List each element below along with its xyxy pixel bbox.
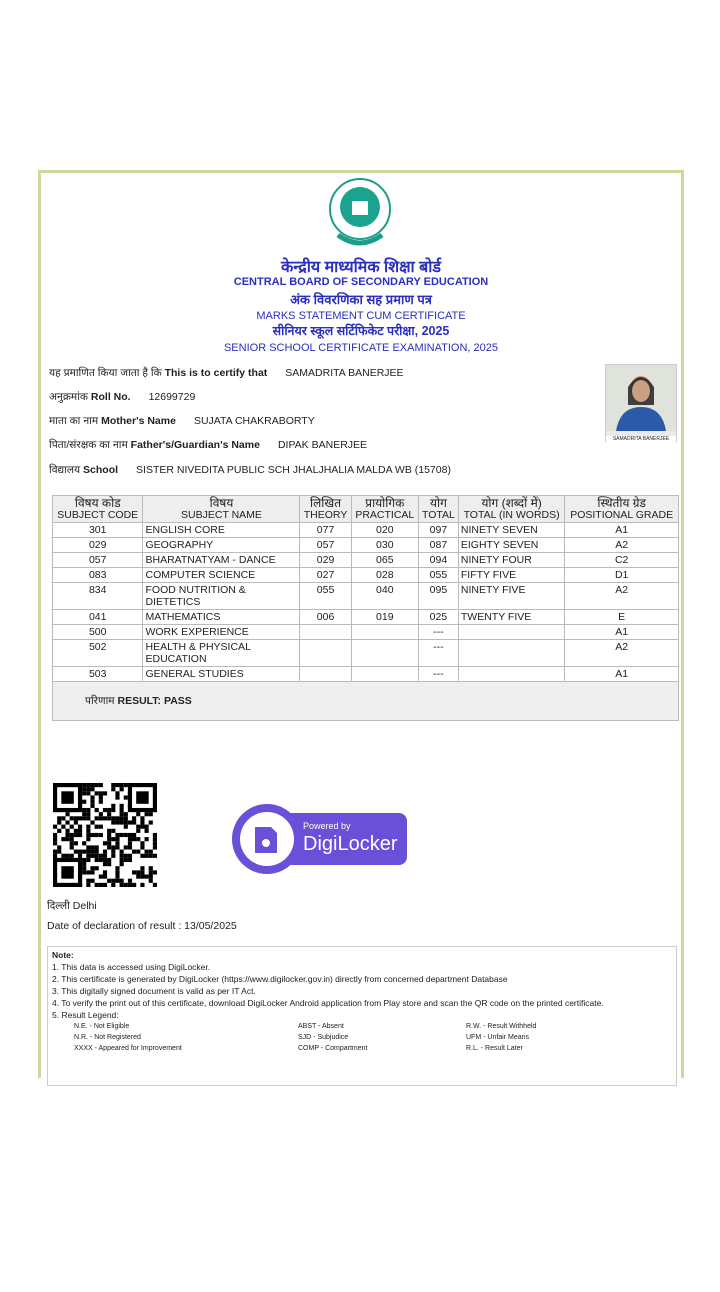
table-cell: 095 — [418, 583, 458, 610]
note-item: 4. To verify the print out of this certificate, download DigiLocker Android application from Play store and scan the QR code on the printed certificate. — [52, 998, 604, 1008]
header-en: SUBJECT CODE — [57, 509, 139, 521]
legend-item: R.L. - Result Later — [466, 1045, 523, 1052]
table-cell: TWENTY FIVE — [458, 610, 564, 625]
header-hi: विषय कोड — [74, 496, 121, 510]
table-cell: NINETY FIVE — [458, 583, 564, 610]
legend-item: ABST - Absent — [298, 1023, 344, 1030]
table-cell: A1 — [565, 667, 679, 682]
column-header — [143, 496, 300, 523]
note-item: 3. This digitally signed document is valid as per IT Act. — [52, 986, 256, 996]
table-cell: EIGHTY SEVEN — [458, 538, 564, 553]
cbse-emblem-logo — [328, 177, 392, 249]
label-hi: विद्यालय — [49, 464, 81, 476]
table-cell: 040 — [351, 583, 418, 610]
legend-item: XXXX - Appeared for Improvement — [74, 1045, 182, 1052]
declaration-date: Date of declaration of result : 13/05/2025 — [47, 920, 237, 932]
label-hi: पिता/संरक्षक का नाम — [49, 439, 128, 451]
result-legend — [52, 1021, 672, 1054]
table-cell: NINETY SEVEN — [458, 523, 564, 538]
result-value: RESULT: PASS — [117, 695, 192, 707]
table-cell: 083 — [53, 568, 143, 583]
father-line — [49, 438, 367, 452]
table-cell: 057 — [300, 538, 351, 553]
table-cell: A2 — [565, 640, 679, 667]
roll-line — [49, 390, 195, 404]
table-cell: 065 — [351, 553, 418, 568]
result — [53, 682, 679, 721]
table-cell: A1 — [565, 625, 679, 640]
result-row — [53, 682, 679, 721]
table-cell: 301 — [53, 523, 143, 538]
digilocker-brand: DigiLocker — [303, 833, 398, 855]
table-cell: 094 — [418, 553, 458, 568]
label-hi: यह प्रमाणित किया जाता है कि — [49, 367, 162, 379]
place-en: Delhi — [72, 900, 97, 912]
table-cell: 502 — [53, 640, 143, 667]
table-cell: 087 — [418, 538, 458, 553]
header-hi: लिखित — [310, 496, 342, 510]
column-header — [418, 496, 458, 523]
label-en: School — [83, 464, 119, 476]
table-cell: 029 — [53, 538, 143, 553]
table-cell: 077 — [300, 523, 351, 538]
header-en: TOTAL (IN WORDS) — [463, 509, 560, 521]
student-photo — [605, 364, 677, 442]
label-en: Mother's Name — [101, 415, 176, 427]
table-cell: BHARATNATYAM - DANCE — [143, 553, 300, 568]
header-en: POSITIONAL GRADE — [570, 509, 674, 521]
table-cell: --- — [418, 640, 458, 667]
table-cell: 030 — [351, 538, 418, 553]
certify-line — [49, 366, 404, 380]
table-cell: FIFTY FIVE — [458, 568, 564, 583]
table-row — [53, 610, 679, 625]
person-photo-icon — [606, 365, 676, 431]
table-cell: FOOD NUTRITION & DIETETICS — [143, 583, 300, 610]
table-cell: 041 — [53, 610, 143, 625]
note-item: 2. This certificate is generated by DigiLocker (https://www.digilocker.gov.in) directly from concerned department Database — [52, 974, 508, 984]
table-cell: C2 — [565, 553, 679, 568]
table-cell — [458, 667, 564, 682]
legend-item: N.E. - Not Eligible — [74, 1023, 130, 1030]
exam-title: SENIOR SCHOOL CERTIFICATE EXAMINATION, 2025 — [223, 342, 499, 354]
header-en: TOTAL — [421, 509, 455, 521]
table-row — [53, 583, 679, 610]
table-cell: ENGLISH CORE — [143, 523, 300, 538]
qr-code — [53, 783, 157, 887]
table-row — [53, 553, 679, 568]
header-hi: प्रायोगिक — [365, 496, 405, 510]
table-cell: NINETY FOUR — [458, 553, 564, 568]
mother-name: SUJATA CHAKRABORTY — [193, 415, 315, 427]
result-label-hi: परिणाम — [85, 695, 115, 707]
table-cell: HEALTH & PHYSICAL EDUCATION — [143, 640, 300, 667]
table-cell: 006 — [300, 610, 351, 625]
table-cell: A2 — [565, 538, 679, 553]
table-cell: --- — [418, 667, 458, 682]
label-hi: अनुक्रमांक — [49, 391, 88, 403]
legend-item: UFM - Unfair Means — [466, 1034, 530, 1041]
roll-number: 12699729 — [148, 391, 196, 403]
powered-by: Powered by — [303, 821, 351, 831]
header-hi: स्थितीय ग्रेड — [597, 496, 646, 510]
table-cell: GENERAL STUDIES — [143, 667, 300, 682]
table-row — [53, 538, 679, 553]
table-cell: 025 — [418, 610, 458, 625]
column-header — [53, 496, 143, 523]
table-cell: 097 — [418, 523, 458, 538]
school-line — [49, 463, 451, 477]
table-cell: A2 — [565, 583, 679, 610]
table-cell — [300, 667, 351, 682]
header-hi: योग (शब्दों में) — [481, 496, 542, 510]
student-name: SAMADRITA BANERJEE — [285, 367, 404, 379]
table-cell: 834 — [53, 583, 143, 610]
legend-item: N.R. - Not Registered — [74, 1034, 141, 1041]
certificate — [38, 170, 684, 1078]
school-name: SISTER NIVEDITA PUBLIC SCH JHALJHALIA MALDA WB (15708) — [136, 464, 451, 476]
legend-item: SJD - Subjudice — [298, 1034, 349, 1041]
table-cell: GEOGRAPHY — [143, 538, 300, 553]
label-en: Father's/Guardian's Name — [130, 439, 260, 451]
table-cell — [351, 640, 418, 667]
label-en: This is to certify that — [164, 367, 268, 379]
table-cell: 028 — [351, 568, 418, 583]
table-cell: 020 — [351, 523, 418, 538]
table-cell: 055 — [300, 583, 351, 610]
column-header — [565, 496, 679, 523]
table-cell: 055 — [418, 568, 458, 583]
digilocker-badge — [231, 803, 407, 875]
table-cell: MATHEMATICS — [143, 610, 300, 625]
table-cell: D1 — [565, 568, 679, 583]
photo-caption: SAMADRITA BANERJEE — [606, 436, 676, 442]
table-cell: COMPUTER SCIENCE — [143, 568, 300, 583]
label-hi: माता का नाम — [49, 415, 99, 427]
label-en: Roll No. — [90, 391, 131, 403]
table-cell: 500 — [53, 625, 143, 640]
father-name: DIPAK BANERJEE — [277, 439, 368, 451]
table-cell — [458, 640, 564, 667]
legend-item: COMP - Compartment — [298, 1045, 368, 1052]
table-row — [53, 625, 679, 640]
header-en: PRACTICAL — [355, 509, 415, 521]
note-item: 1. This data is accessed using DigiLocker. — [52, 962, 211, 972]
table-row — [53, 523, 679, 538]
exam-title-hindi: सीनियर स्कूल सर्टिफिकेट परीक्षा, 2025 — [272, 324, 450, 338]
table-cell: A1 — [565, 523, 679, 538]
note-item: 5. Result Legend: — [52, 1010, 119, 1020]
column-header — [458, 496, 564, 523]
table-cell — [300, 625, 351, 640]
legend-item: R.W. - Result Withheld — [466, 1023, 537, 1030]
mother-line — [49, 414, 315, 428]
table-cell: WORK EXPERIENCE — [143, 625, 300, 640]
header-en: THEORY — [303, 509, 348, 521]
table-row — [53, 640, 679, 667]
marks-table — [52, 495, 679, 721]
table-cell: E — [565, 610, 679, 625]
header-en: SUBJECT NAME — [181, 509, 262, 521]
board-name: CENTRAL BOARD OF SECONDARY EDUCATION — [233, 276, 489, 288]
doc-title-hindi: अंक विवरणिका सह प्रमाण पत्र — [290, 292, 432, 307]
board-name-hindi: केन्द्रीय माध्यमिक शिक्षा बोर्ड — [281, 259, 441, 276]
table-cell: 029 — [300, 553, 351, 568]
table-cell — [300, 640, 351, 667]
table-cell: 057 — [53, 553, 143, 568]
table-cell — [351, 625, 418, 640]
doc-title: MARKS STATEMENT CUM CERTIFICATE — [256, 310, 466, 322]
table-cell: 503 — [53, 667, 143, 682]
header-hi: योग — [430, 496, 447, 510]
table-row — [53, 568, 679, 583]
table-cell — [351, 667, 418, 682]
column-header — [300, 496, 351, 523]
notes-box — [47, 946, 677, 1086]
place-hi: दिल्ली — [47, 900, 70, 912]
table-row — [53, 667, 679, 682]
table-cell: --- — [418, 625, 458, 640]
notes-title: Note: — [52, 950, 74, 960]
table-cell: 027 — [300, 568, 351, 583]
table-cell — [458, 625, 564, 640]
header-hi: विषय — [209, 496, 234, 510]
table-cell: 019 — [351, 610, 418, 625]
column-header — [351, 496, 418, 523]
place — [47, 899, 97, 913]
